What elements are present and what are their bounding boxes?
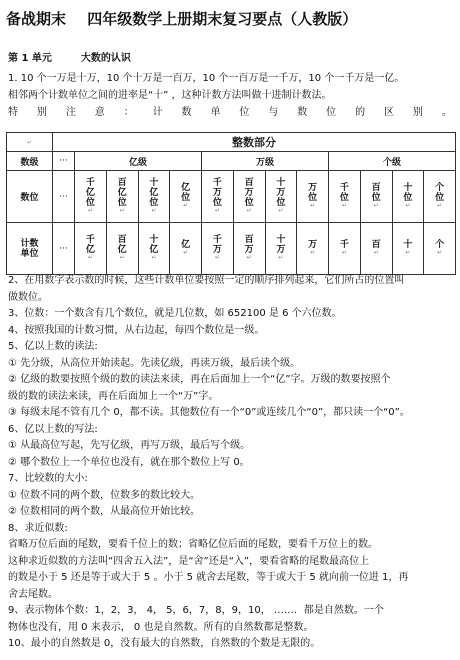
body-line: 的数是小于 5 还是等于或大于 5 。小于 5 就舍去尾数，等于或大于 5 就向前一位进 1，再 bbox=[8, 572, 409, 583]
body-line: ① 位数不同的两个数，位数多的数比较大。 bbox=[8, 489, 201, 501]
ellipsis-cell: ··· bbox=[53, 152, 75, 171]
body-line: 4、按照我国的计数习惯，从右边起，每四个数位是一级。 bbox=[8, 324, 265, 336]
body-line: ③ 每级末尾不管有几个 0，都不读。其他数位有一个“0”或连续几个“0”，都只读一个“0”。 bbox=[8, 407, 410, 418]
body-line: ② 位数相同的两个数，从最高位开始比较。 bbox=[8, 506, 201, 517]
body-line: 省略万位后面的尾数，要看千位上的数；省略亿位后面的尾数，要看千万位上的数。 bbox=[8, 539, 378, 550]
note-char: 位 bbox=[326, 107, 337, 118]
title-text: 四年级数学上册期末复习要点（人教版） bbox=[87, 10, 358, 28]
body-line: ② 哪个数位上一个单位也没有，就在那个数位上写 0。 bbox=[8, 456, 250, 468]
digit-place-cell: 个 位 ↵ bbox=[424, 171, 456, 223]
unit-heading bbox=[8, 52, 452, 65]
intro-line-1: 1. 10 个一万是十万，10 个十万是一百万，10 个一百万是一千万，10 个一千万是一亿。 bbox=[8, 73, 405, 84]
unit-number: 第 1 单元 bbox=[8, 53, 52, 64]
note-char: 与 bbox=[268, 107, 279, 118]
digit-place-cell: 亿 位 ↵ bbox=[170, 171, 202, 223]
digit-place-cell: 十 亿 位 ↵ bbox=[138, 171, 170, 223]
digit-place-cell: 百 位 ↵ bbox=[360, 171, 392, 223]
note-char: ： bbox=[123, 107, 134, 118]
counting-unit-cell: 万 ↵ bbox=[297, 223, 329, 275]
ellipsis-cell: ··· bbox=[53, 223, 75, 275]
body-line: 这种求近似数的方法叫“四舍五入法”，是“舍”还是“入”，要看省略的尾数最高位上 bbox=[8, 555, 370, 567]
counting-unit-cell: 百 万 ↵ bbox=[233, 223, 265, 275]
body-line: 2、在用数字表示数的时候，这些计数单位要按照一定的顺序排列起来，它们所占的位置叫 bbox=[8, 275, 405, 286]
digit-place-cell: 十 位 ↵ bbox=[392, 171, 424, 223]
body-line: 9、表示物体个数：1，2，3， 4， 5，6，7，8，9，10， ……．都是自然数。一个 bbox=[8, 605, 384, 616]
counting-unit-cell: 十 万 ↵ bbox=[265, 223, 297, 275]
body-line: 舍去尾数。 bbox=[8, 588, 58, 600]
counting-unit-cell: 千 ↵ bbox=[329, 223, 361, 275]
note-char: 数 bbox=[181, 107, 192, 118]
intro-line-2: 相邻两个计数单位之间的进率是“十” ，这种计数方法叫做十进制计数法。 bbox=[8, 90, 332, 101]
counting-unit-cell: 百 ↵ bbox=[360, 223, 392, 275]
digit-place-cell: 十 万 位 ↵ bbox=[265, 171, 297, 223]
body-line: ① 先分级，从高位开始读起。先读亿级，再读万级，最后读个级。 bbox=[8, 357, 301, 369]
note-char: 特 bbox=[8, 107, 18, 118]
special-note bbox=[8, 106, 452, 119]
body-line: 8、求近似数: bbox=[8, 522, 68, 534]
body-line: 做数位。 bbox=[8, 291, 48, 303]
body-line: ② 亿级的数要按照个级的数的读法来读，再在后面加上一个“亿”字。万级的数要按照个 bbox=[8, 374, 391, 385]
row-label-units: 计数 单位 bbox=[7, 223, 53, 275]
body-line: 6、亿以上数的写法: bbox=[8, 423, 98, 435]
body-line: 10、最小的自然数是 0，没有最大的自然数，自然数的个数是无限的。 bbox=[8, 638, 321, 649]
body-line: 7、比较数的大小: bbox=[8, 473, 88, 484]
digit-place-cell: 百 万 位 ↵ bbox=[233, 171, 265, 223]
group-yi: 亿级 bbox=[75, 152, 202, 171]
counting-unit-cell: 十 亿 ↵ bbox=[138, 223, 170, 275]
note-char: 单 bbox=[210, 107, 221, 118]
note-char: 位 bbox=[239, 107, 250, 118]
digit-place-cell: 万 位 ↵ bbox=[297, 171, 329, 223]
digit-place-cell: 千 亿 位 ↵ bbox=[75, 171, 107, 223]
body-line: 3、位数：一个数含有几个数位，就是几位数，如 652100 是 6 个六位数。 bbox=[8, 308, 342, 319]
integer-part-header: 整数部分 bbox=[53, 133, 456, 152]
digit-place-cell: 千 万 位 ↵ bbox=[202, 171, 234, 223]
row-label-digits: 数位 bbox=[7, 171, 53, 223]
counting-unit-cell: 千 亿 ↵ bbox=[75, 223, 107, 275]
table-corner: ↵ bbox=[7, 133, 53, 152]
body-line: 物体也没有，用 0 来表示， 0 也是自然数。所有的自然数都是整数。 bbox=[8, 621, 314, 633]
digit-place-cell: 千 位 ↵ bbox=[329, 171, 361, 223]
note-char: 计 bbox=[152, 107, 163, 118]
ellipsis-cell: ··· bbox=[53, 171, 75, 223]
note-char: 的 bbox=[355, 107, 366, 118]
group-wan: 万级 bbox=[202, 152, 329, 171]
note-char: 注 bbox=[65, 107, 76, 118]
note-char: 数 bbox=[297, 107, 308, 118]
body-line: 级的数的读法来读，再在后面加上一个“万”字。 bbox=[8, 390, 219, 402]
note-char: 意 bbox=[94, 107, 105, 118]
note-char: 别 bbox=[412, 107, 423, 118]
counting-unit-cell: 千 万 ↵ bbox=[202, 223, 234, 275]
row-label-groups: 数级 bbox=[7, 152, 53, 171]
body-line: ① 从最高位写起，先写亿级，再写万级，最后写个级。 bbox=[8, 440, 251, 451]
place-value-table bbox=[6, 132, 456, 275]
counting-unit-cell: 个 ↵ bbox=[424, 223, 456, 275]
digit-place-cell: 百 亿 位 ↵ bbox=[106, 171, 138, 223]
note-char: 别 bbox=[36, 107, 47, 118]
unit-name: 大数的认识 bbox=[80, 53, 131, 64]
note-char: 。 bbox=[441, 107, 452, 118]
note-char: 区 bbox=[383, 107, 394, 118]
document-title bbox=[6, 8, 454, 30]
group-ge: 个级 bbox=[329, 152, 456, 171]
counting-unit-cell: 十 ↵ bbox=[392, 223, 424, 275]
counting-unit-cell: 亿 ↵ bbox=[170, 223, 202, 275]
counting-unit-cell: 百 亿 ↵ bbox=[106, 223, 138, 275]
brand-text: 备战期末 bbox=[6, 10, 67, 28]
body-line: 5、亿以上数的读法: bbox=[8, 341, 98, 352]
